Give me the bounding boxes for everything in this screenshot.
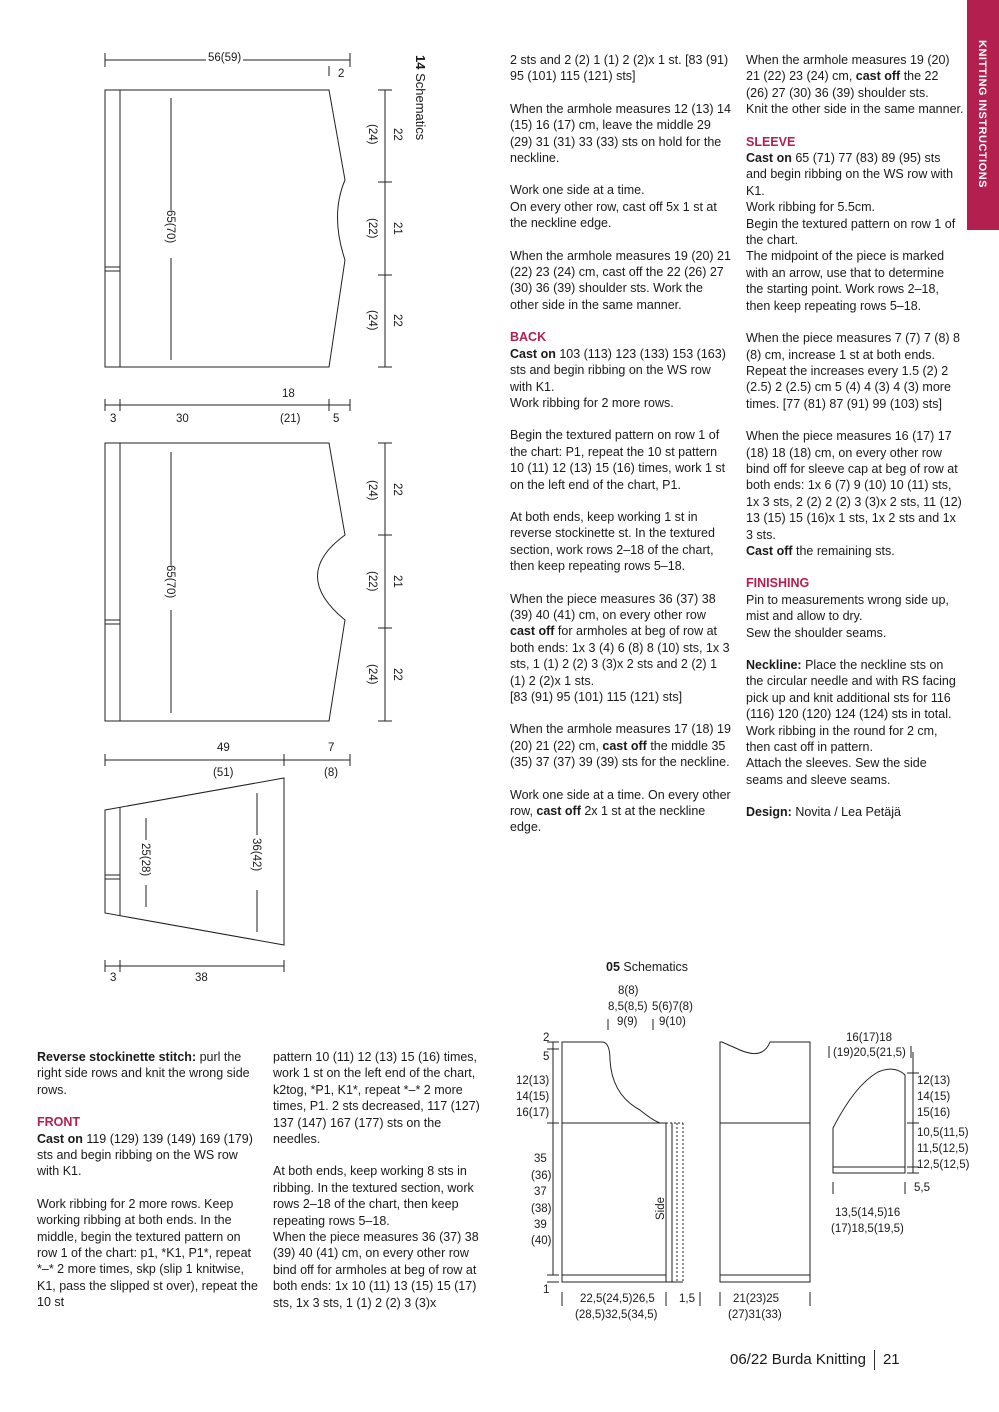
neck-label-5: 9(10) <box>659 1016 686 1028</box>
paragraph: When the piece measures 7 (7) 7 (8) 8 (8) cm, increase 1 st at both ends. Repeat the increases every 1.5 (2) 2 (2.5) 2 (2.5) cm 5 (4) 4 (3) 4 (3) more times. [77 (81) 87 (91) 99 (103) sts] <box>746 331 960 411</box>
left-measure-4: 14(15) <box>516 1091 550 1103</box>
text: the remaining sts. <box>792 543 895 558</box>
issue-number: 06/22 <box>730 1350 768 1368</box>
text: Sew the shoulder seams. <box>746 625 887 640</box>
sleeve-right-6: 12,5(12,5) <box>917 1159 970 1171</box>
left-measure-7: (36) <box>531 1170 552 1182</box>
neck-label-1: 8(8) <box>618 985 639 997</box>
back-heading: BACK <box>510 330 547 345</box>
sleeve-top-2: 7 <box>328 742 335 754</box>
sleeve-top-label-1: 16(17)18 <box>846 1032 893 1044</box>
left-measure-11: (40) <box>531 1235 552 1247</box>
schematic-14-word: Schematics <box>413 73 428 141</box>
left-measure-9: (38) <box>531 1203 552 1215</box>
paragraph: 2 sts and 2 (2) 1 (1) 2 (2)x 1 st. [83 (91) 95 (101) 115 (121) sts] <box>510 53 729 84</box>
sleeve-top-label-2: (19)20,5(21,5) <box>833 1047 906 1059</box>
sleeve-right-4: 10,5(11,5) <box>917 1127 969 1139</box>
paragraph: At both ends, keep working 8 sts in ribbing. In the textured section, work rows 2–18 of the chart, then keep repeating rows 5–18. <box>273 1164 474 1228</box>
back-height-label: 65(70) <box>164 565 176 599</box>
back-armhole-alt-3: (24) <box>366 664 378 685</box>
front-bottom-top-label: 18 <box>282 388 295 400</box>
front-heading: FRONT <box>37 1115 81 1130</box>
sleeve-top-alt-2: (8) <box>324 767 339 779</box>
text: Work ribbing for 5.5cm. <box>746 200 875 215</box>
paragraph: At both ends, keep working 1 st in reverse stockinette st. In the textured section, work rows 2–18 of the chart, then keep repeating rows 5–18. <box>510 509 715 574</box>
sleeve-bottom-label-2: (17)18,5(19,5) <box>831 1223 904 1235</box>
bold-text: Design: <box>746 805 792 820</box>
text: Place the neckline sts on the circular needle and with RS facing pick up and knit additional sts for 116 (116) 120 (120) 124 (124) sts in total. <box>746 658 956 722</box>
sleeve-bottom-1: 3 <box>110 972 117 984</box>
paragraph: pattern 10 (11) 12 (13) 15 (16) times, work 1 st on the left end of the chart, k2tog, *P1, K1*, repeat *–* 2 more times, P1. 2 sts decreased, 117 (127) 137 (147) 167 (177) sts on the needles. <box>273 1050 480 1147</box>
paragraph: When the piece measures 36 (37) 38 (39) 40 (41) cm, on every other row bind off for armholes at beg of row at both ends: 1x 10 (11) 13 (15) 15 (17) sts, 1x 3 sts, 1 (1) 2 (2) 3 (3)x <box>273 1230 479 1310</box>
text: for armholes at beg of row at both ends: 1x 3 (4) 6 (8) 8 (10) sts, 1x 3 sts, 1 (1) 2 (2) 3 (3)x 2 sts and 2 (2) 1 (1) 2 (2)x 1 sts. <box>510 624 730 688</box>
bold-text: cast off <box>855 69 901 84</box>
bottom-label-2: (28,5)32,5(34,5) <box>575 1309 658 1321</box>
bottom-label-1: 22,5(24,5)26,5 <box>580 1293 655 1305</box>
neck-label-2: 8,5(8,5) <box>608 1001 648 1013</box>
page-footer <box>730 1350 900 1370</box>
bottom-label-3: 1,5 <box>679 1293 695 1305</box>
text: When the armhole measures 19 (20) 21 (22) 23 (24) cm, <box>746 53 950 84</box>
text: When the armhole measures 17 (18) 19 (20) 21 (22) cm, <box>510 722 731 753</box>
left-measure-10: 39 <box>534 1219 547 1231</box>
sleeve-left-height: 25(28) <box>139 843 151 877</box>
side-label: Side <box>655 1197 667 1221</box>
text: When the piece measures 36 (37) 38 (39) 40 (41) cm, on every other row <box>510 591 716 622</box>
bold-text: cast off <box>602 738 647 753</box>
back-armhole-alt-2: (22) <box>366 571 378 592</box>
front-bottom-4: 5 <box>333 413 340 425</box>
front-armhole-alt-3: (24) <box>366 310 378 331</box>
front-bottom-1: 3 <box>110 413 117 425</box>
text: Novita / Lea Petäjä <box>791 805 901 820</box>
left-measure-3: 12(13) <box>516 1075 550 1087</box>
text: 65 (71) 77 (83) 89 (95) sts and begin ribbing on the WS row with K1. <box>746 151 954 198</box>
schematic-05-number: 05 <box>606 960 620 974</box>
text: Pin to measurements wrong side up, mist and allow to dry. <box>746 592 949 624</box>
bottom-label-5: (27)31(33) <box>728 1309 782 1321</box>
page-number: 21 <box>882 1350 900 1368</box>
back-armhole-alt-1: (24) <box>366 480 378 501</box>
magazine-name: Burda Knitting <box>771 1350 866 1368</box>
text: When the piece measures 16 (17) 17 (18) 18 (18) cm, on every other row bind off for sleeve cap at beg of row at both ends: 1x 6 (7) 9 (10) 10 (11) sts, 1x 3 sts, 2 (2) 2 (2) 3 (3)x 2 sts, 11 (12) 13 (15) 15 (16)x 1 sts, 1x 2 sts and 1x 3 sts. <box>746 429 962 542</box>
front-bottom-2: 30 <box>176 413 189 425</box>
footer-divider <box>874 1350 875 1370</box>
sleeve-heading: SLEEVE <box>746 134 796 149</box>
front-armhole-1: 22 <box>391 128 403 141</box>
paragraph: When the armhole measures 12 (13) 14 (15) 16 (17) cm, leave the middle 29 (29) 31 (31) 33 (33) sts on hold for the neckline. <box>510 101 731 166</box>
front-armhole-2: 21 <box>391 222 403 235</box>
shoulder-drop-label: 2 <box>338 68 345 80</box>
paragraph: Work ribbing for 2 more rows. Keep working ribbing at both ends. In the middle, begin the textured pattern on row 1 of the chart: p1, *K1, P1*, repeat *–* 2 more times, skp (slip 1 knitwise, K1, pass the slipped st over), repeat the 10 st <box>37 1196 258 1310</box>
schematic-05-word: Schematics <box>623 960 688 974</box>
sleeve-top-alt-1: (51) <box>213 767 234 779</box>
sleeve-right-height: 36(42) <box>250 838 262 872</box>
left-measure-2: 5 <box>543 1051 550 1063</box>
front-height-label: 65(70) <box>164 210 176 244</box>
left-measure-1: 2 <box>543 1032 550 1044</box>
back-armhole-2: 21 <box>391 575 403 588</box>
bold-text: cast off <box>510 624 555 639</box>
section-tab-label: KNITTING INSTRUCTIONS <box>976 40 988 188</box>
schematic-14-number: 14 <box>413 55 428 70</box>
sleeve-top-1: 49 <box>217 742 230 754</box>
text: Work one side at a time. <box>510 183 645 198</box>
text: 2x 1 st at the neckline edge. <box>510 804 706 835</box>
back-armhole-3: 22 <box>391 668 403 681</box>
sleeve-right-1: 12(13) <box>917 1075 951 1087</box>
text: Work one side at a time. On every other row, <box>510 787 731 819</box>
front-armhole-3: 22 <box>391 314 403 327</box>
front-bottom-3: (21) <box>280 413 301 425</box>
text: purl the right side rows and knit the wrong side rows. <box>37 1050 250 1097</box>
bold-text: cast off <box>536 804 581 819</box>
bold-text: Neckline: <box>746 658 802 672</box>
text: Work ribbing in the round for 2 cm, then cast off in pattern. <box>746 723 938 755</box>
text: On every other row, cast off 5x 1 st at the neckline edge. <box>510 199 717 231</box>
text: Attach the sleeves. Sew the side seams and sleeve seams. <box>746 756 927 787</box>
left-measure-8: 37 <box>534 1186 547 1198</box>
text: the 22 (26) 27 (30) 36 (39) shoulder sts. <box>746 69 939 100</box>
neck-label-4: 9(9) <box>617 1016 638 1028</box>
text: [83 (91) 95 (101) 115 (121) sts] <box>510 690 683 704</box>
front-armhole-alt-1: (24) <box>366 124 378 145</box>
bottom-label-4: 21(23)25 <box>733 1293 780 1305</box>
sleeve-right-7: 5,5 <box>914 1182 930 1194</box>
text: 119 (129) 139 (149) 169 (179) sts and begin ribbing on the WS row with K1. <box>37 1131 253 1179</box>
sleeve-right-2: 14(15) <box>917 1091 951 1103</box>
text: Begin the textured pattern on row 1 of the chart. <box>746 216 956 248</box>
sleeve-bottom-2: 38 <box>195 972 208 984</box>
left-measure-12: 1 <box>543 1284 550 1296</box>
front-armhole-alt-2: (22) <box>366 218 378 239</box>
neck-label-3: 5(6)7(8) <box>652 1001 693 1013</box>
text: Work ribbing for 2 more rows. <box>510 395 674 410</box>
bold-text: Reverse stockinette stitch: <box>37 1050 197 1064</box>
top-width-label: 56(59) <box>208 52 242 64</box>
text: Knit the other side in the same manner. <box>746 102 964 117</box>
text: 103 (113) 123 (133) 153 (163) sts and begin ribbing on the WS row with K1. <box>510 346 726 394</box>
left-measure-6: 35 <box>534 1153 547 1165</box>
bold-text: Cast off <box>746 543 793 558</box>
finishing-heading: FINISHING <box>746 576 810 591</box>
left-measure-5: 16(17) <box>516 1107 550 1119</box>
text: The midpoint of the piece is marked with an arrow, use that to determine the starting point. Work rows 2–18, then keep repeating rows 5–18. <box>746 249 945 313</box>
sleeve-right-3: 15(16) <box>917 1107 951 1119</box>
bold-text: Cast on <box>37 1131 83 1146</box>
paragraph: Begin the textured pattern on row 1 of the chart: P1, repeat the 10 st pattern 10 (11) 12 (13) 15 (16) times, work 1 st on the left end of the chart, P1. <box>510 428 726 492</box>
text: the middle 35 (35) 37 (37) 39 (39) sts for the neckline. <box>510 738 730 770</box>
back-armhole-1: 22 <box>391 483 403 496</box>
sleeve-bottom-label-1: 13,5(14,5)16 <box>835 1207 901 1219</box>
bold-text: Cast on <box>510 346 556 361</box>
sleeve-right-5: 11,5(12,5) <box>917 1143 969 1155</box>
bold-text: Cast on <box>746 151 792 166</box>
paragraph: When the armhole measures 19 (20) 21 (22) 23 (24) cm, cast off the 22 (26) 27 (30) 36 (39) shoulder sts. Work the other side in the same manner. <box>510 248 731 312</box>
